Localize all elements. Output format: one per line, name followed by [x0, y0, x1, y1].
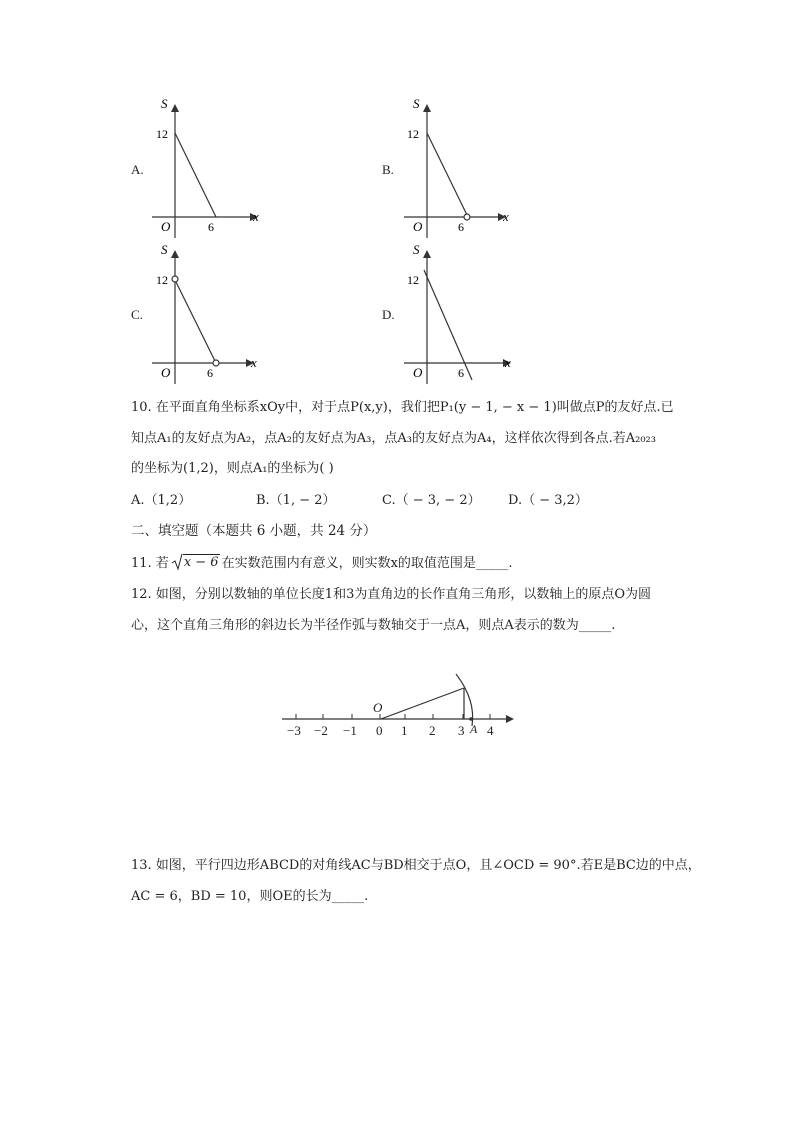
tick-label: 4 — [487, 723, 494, 738]
question-10-option-d: D.（ − 3,2） — [508, 493, 588, 508]
tick-label: 0 — [376, 723, 383, 738]
question-11-prefix: 11. 若 — [131, 556, 169, 571]
question-10-option-a: A.（1,2） — [131, 493, 192, 508]
origin-label: O — [413, 365, 423, 380]
x-label: x — [251, 355, 257, 370]
option-letter-d: D. — [382, 307, 395, 322]
x-tick: 6 — [458, 220, 464, 234]
x-label: x — [253, 209, 259, 224]
tick-label: −3 — [287, 723, 301, 738]
tick-label: 2 — [429, 723, 436, 738]
tick-label: −2 — [314, 723, 328, 738]
y-tick: 12 — [407, 273, 419, 287]
x-label: x — [503, 209, 509, 224]
question-10-option-b: B.（1, − 2） — [256, 493, 336, 508]
point-a-label: A — [470, 722, 478, 736]
origin-label: O — [413, 219, 423, 234]
question-12-line-2: 心，这个直角三角形的斜边长为半径作弧与数轴交于一点A，则点A表示的数为_____. — [131, 618, 616, 633]
question-13-line-2: AC = 6，BD = 10，则OE的长为_____. — [131, 889, 369, 904]
option-letter-b: B. — [382, 162, 394, 177]
origin-label: O — [373, 700, 383, 715]
y-tick: 12 — [156, 273, 168, 287]
origin-label: O — [161, 365, 171, 380]
y-label: S — [161, 96, 168, 111]
radicand: x − 6 — [183, 555, 219, 570]
section-heading: 二、填空题（本题共 6 小题，共 24 分） — [131, 523, 377, 539]
triangle-hypotenuse — [381, 688, 464, 719]
y-tick: 12 — [156, 127, 168, 141]
option-letter-c: C. — [131, 307, 143, 322]
question-13-line-1: 13. 如图，平行四边形ABCD的对角线AC与BD相交于点O，且∠OCD = 90°.若E是BC边的中点， — [131, 858, 701, 873]
x-tick: 6 — [458, 366, 464, 380]
question-12-line-1: 12. 如图，分别以数轴的单位长度1和3为直角边的长作直角三角形，以数轴上的原点O为圆 — [131, 587, 652, 602]
question-10-line-3: 的坐标为(1,2)，则点A₁的坐标为( ) — [131, 461, 334, 476]
y-label: S — [413, 242, 420, 257]
x-tick: 6 — [208, 220, 214, 234]
tick-label: 3 — [458, 723, 465, 738]
y-label: S — [161, 242, 168, 257]
option-letter-a: A. — [131, 162, 144, 177]
x-label: x — [505, 355, 511, 370]
question-10-option-c: C.（ − 3, − 2） — [382, 493, 481, 508]
question-11-suffix: 在实数范围内有意义，则实数x的取值范围是_____. — [221, 556, 513, 571]
y-tick: 12 — [407, 127, 419, 141]
point-a — [469, 717, 473, 721]
origin-label: O — [161, 219, 171, 234]
tick-label: −1 — [343, 723, 357, 738]
x-tick: 6 — [207, 366, 213, 380]
y-label: S — [413, 96, 420, 111]
question-10-line-2: 知点A₁的友好点为A₂，点A₂的友好点为A₃，点A₃的友好点为A₄，这样依次得到各点.若A₂₀₂₃ — [131, 431, 656, 446]
tick-label: 1 — [401, 723, 408, 738]
question-10-line-1: 10. 在平面直角坐标系xOy中，对于点P(x,y)，我们把P₁(y − 1, − x − 1)叫做点P的友好点.已 — [131, 400, 674, 415]
